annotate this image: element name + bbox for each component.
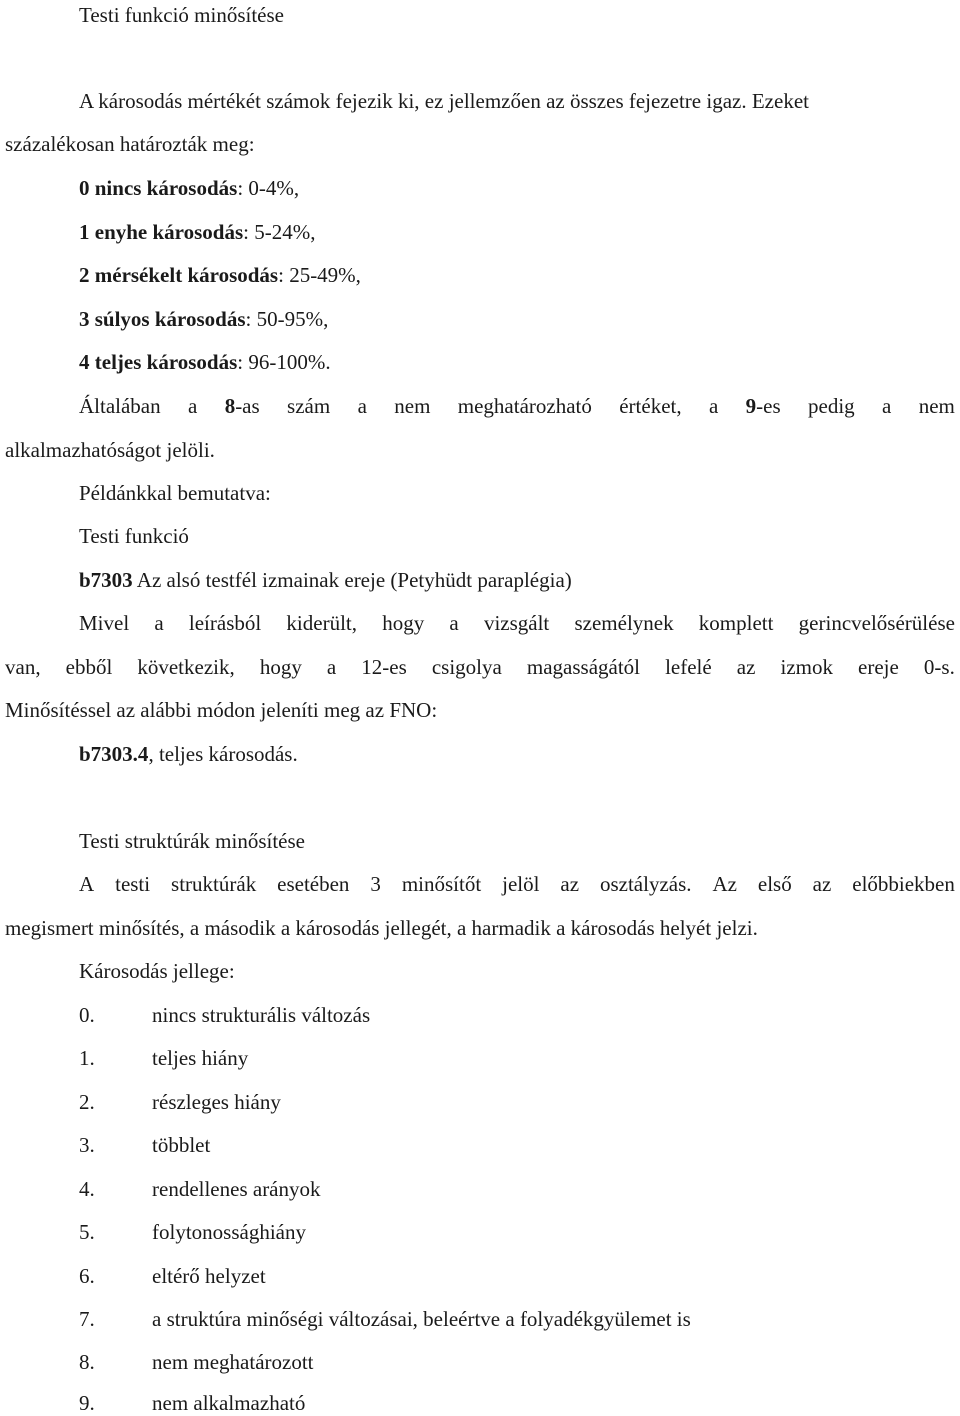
- word: csigolya: [431, 655, 502, 679]
- level-item-0: [79, 175, 299, 201]
- level-range: : 5-24%,: [243, 220, 316, 244]
- word: komplett: [698, 611, 774, 635]
- nature-text: teljes hiány: [152, 1046, 249, 1070]
- example-intro: Példánkkal bemutatva:: [79, 481, 271, 505]
- word: a: [357, 394, 367, 418]
- word: osztályzás.: [599, 872, 692, 896]
- word: Mivel: [79, 611, 130, 635]
- word: jelöl: [502, 872, 540, 896]
- word: szám: [287, 394, 331, 418]
- nature-text: többlet: [152, 1133, 211, 1157]
- structures-para-line-2: megismert minősítés, a második a károsodás jellegét, a harmadik a károsodás helyét jelzi.: [5, 916, 758, 940]
- nature-text: rendellenes arányok: [152, 1177, 321, 1201]
- level-item-3: [79, 306, 328, 332]
- word: [225, 393, 260, 419]
- nature-num: 5.: [79, 1220, 95, 1244]
- level-label: 2 mérsékelt károsodás: [79, 263, 279, 287]
- word: hogy: [382, 611, 425, 635]
- word: 3: [370, 872, 381, 896]
- word: Az: [712, 872, 737, 896]
- nature-num: 6.: [79, 1264, 95, 1288]
- nature-num: 8.: [79, 1350, 95, 1374]
- nature-text: nem meghatározott: [152, 1350, 314, 1374]
- word: hogy: [259, 655, 302, 679]
- example-code-line: [79, 567, 572, 593]
- nature-num: 7.: [79, 1307, 95, 1331]
- word: személynek: [574, 611, 674, 635]
- word: a: [326, 655, 337, 679]
- word: struktúrák: [171, 872, 257, 896]
- nature-text: részleges hiány: [152, 1090, 281, 1114]
- word: [746, 393, 781, 419]
- code-8: 8: [224, 394, 236, 418]
- word: van,: [5, 655, 41, 679]
- word: izmok: [780, 655, 833, 679]
- word: lefelé: [665, 655, 712, 679]
- word: testi: [115, 872, 151, 896]
- explain-line-3: Minősítéssel az alábbi módon jeleníti meg az FNO:: [5, 698, 438, 722]
- word: első: [757, 872, 792, 896]
- intro-line-2: százalékosan határozták meg:: [5, 132, 255, 156]
- word: 12-es: [361, 655, 407, 679]
- code-9: 9: [745, 394, 757, 418]
- nature-heading: Károsodás jellege:: [79, 959, 235, 983]
- word: ebből: [65, 655, 113, 679]
- level-range: : 96-100%.: [237, 350, 331, 374]
- nature-text: nem alkalmazható: [152, 1391, 306, 1415]
- nature-num: 2.: [79, 1090, 95, 1114]
- nature-num: 9.: [79, 1391, 95, 1415]
- word: 0-s.: [923, 655, 955, 679]
- word: esetében: [277, 872, 350, 896]
- level-item-2: [79, 262, 361, 288]
- explain-line-1: [79, 610, 955, 636]
- example-code: b7303: [79, 568, 133, 592]
- word: értéket,: [619, 394, 682, 418]
- word: az: [736, 655, 756, 679]
- result-line: [79, 741, 298, 767]
- section-heading-function: Testi funkció minősítése: [79, 3, 284, 27]
- word: leírásból: [188, 611, 262, 635]
- word: vizsgált: [483, 611, 550, 635]
- level-label: 3 súlyos károsodás: [79, 307, 246, 331]
- level-label: 4 teljes károsodás: [79, 350, 238, 374]
- word: a: [188, 394, 198, 418]
- word: a: [882, 394, 892, 418]
- level-item-1: [79, 219, 315, 245]
- suffix: -es: [756, 394, 781, 418]
- section-heading-structures: Testi struktúrák minősítése: [79, 829, 305, 853]
- word: pedig: [808, 394, 855, 418]
- general-line-1: [79, 393, 955, 419]
- nature-text: a struktúra minőségi változásai, beleértve a folyadékgyülemet is: [152, 1307, 691, 1331]
- word: A: [79, 872, 95, 896]
- suffix: -as: [235, 394, 260, 418]
- level-item-4: [79, 349, 331, 375]
- word: meghatározható: [457, 394, 592, 418]
- example-title: Testi funkció: [79, 524, 189, 548]
- word: előbbiekben: [852, 872, 955, 896]
- level-range: : 50-95%,: [245, 307, 329, 331]
- word: nem: [394, 394, 431, 418]
- level-label: 1 enyhe károsodás: [79, 220, 244, 244]
- structures-para-line-1: [79, 871, 955, 897]
- explain-line-2: [5, 654, 955, 680]
- level-range: : 0-4%,: [237, 176, 300, 200]
- word: a: [708, 394, 719, 418]
- word: a: [154, 611, 164, 635]
- word: Általában: [79, 394, 161, 418]
- nature-text: eltérő helyzet: [152, 1264, 266, 1288]
- word: kiderült,: [286, 611, 357, 635]
- word: következik,: [137, 655, 235, 679]
- word: gerincvelősérülése: [798, 611, 955, 635]
- nature-text: folytonossághiány: [152, 1220, 306, 1244]
- word: a: [449, 611, 459, 635]
- word: magasságától: [526, 655, 641, 679]
- word: az: [560, 872, 580, 896]
- level-range: : 25-49%,: [278, 263, 361, 287]
- intro-line-1: A károsodás mértékét számok fejezik ki, ez jellemzően az összes fejezetre igaz. Ezeket: [79, 89, 809, 113]
- word: minősítőt: [401, 872, 482, 896]
- example-code-desc: Az alsó testfél izmainak ereje (Petyhüdt paraplégia): [132, 568, 572, 592]
- result-text: , teljes károsodás.: [148, 742, 298, 766]
- nature-num: 0.: [79, 1003, 95, 1027]
- nature-num: 4.: [79, 1177, 95, 1201]
- nature-num: 3.: [79, 1133, 95, 1157]
- word: az: [812, 872, 832, 896]
- word: ereje: [858, 655, 899, 679]
- word: nem: [918, 394, 955, 418]
- result-code: b7303.4: [79, 742, 149, 766]
- nature-text: nincs strukturális változás: [152, 1003, 371, 1027]
- general-line-2: alkalmazhatóságot jelöli.: [5, 438, 215, 462]
- nature-num: 1.: [79, 1046, 95, 1070]
- level-label: 0 nincs károsodás: [79, 176, 238, 200]
